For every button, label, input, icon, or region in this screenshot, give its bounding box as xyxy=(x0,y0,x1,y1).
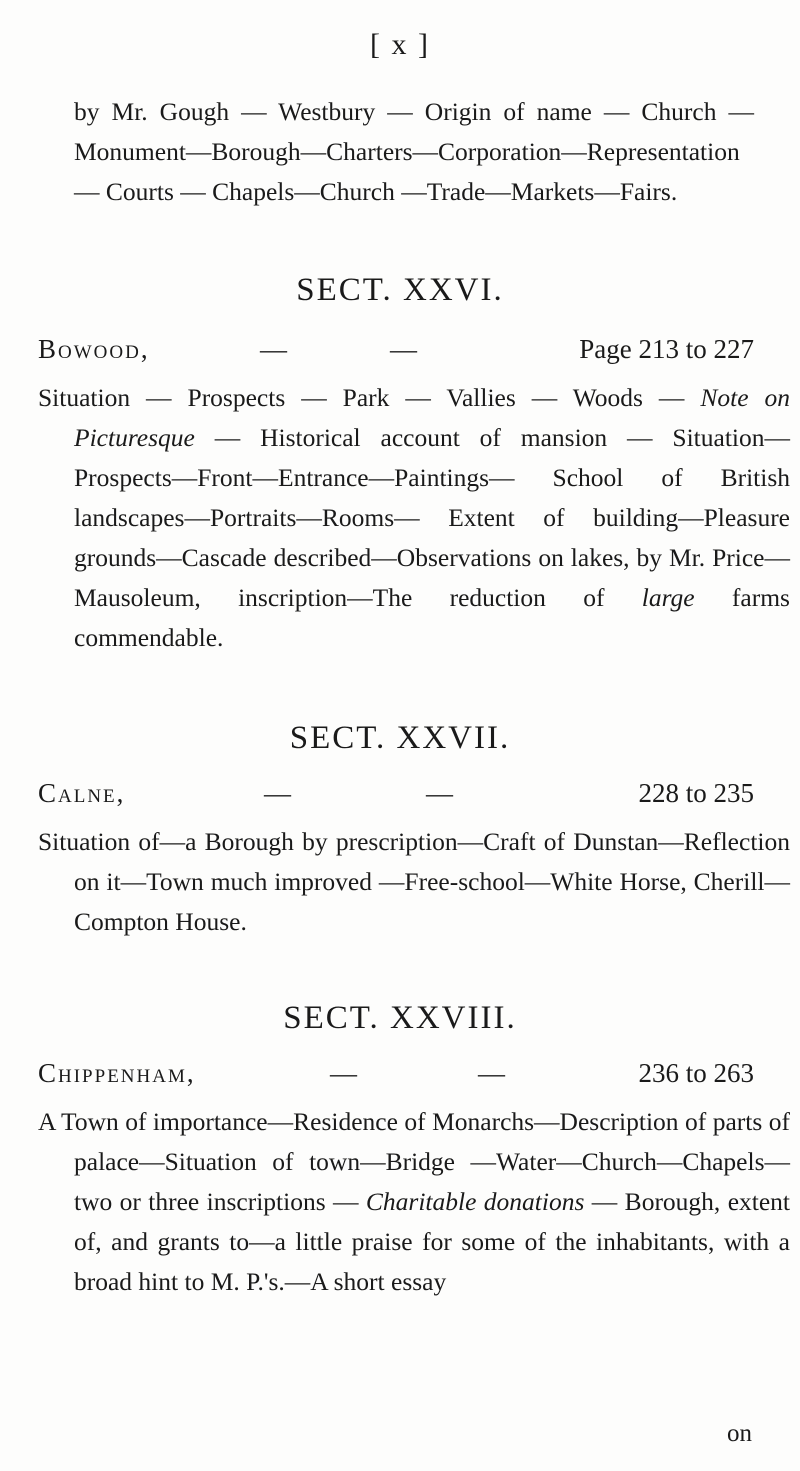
section-summary-xxviii xyxy=(38,1102,790,1302)
leader-dash: — xyxy=(330,1058,357,1088)
summary-text: A Town of importance—Residence of Monarchs—Description of parts of palace—Situation of town—Bridge —Water—Church—Chapels—two or three inscriptions — xyxy=(38,1107,790,1216)
summary-text: farms commendable. xyxy=(74,583,790,652)
contents-entry-calne xyxy=(38,778,754,818)
leader-dash: — xyxy=(390,334,417,364)
leader-dash: — xyxy=(260,334,287,364)
page-range: 228 to 235 xyxy=(638,778,754,808)
leader-dash: — xyxy=(478,1058,505,1088)
intro-paragraph: by Mr. Gough — Westbury — Origin of name — Church — Monument—Borough—Charters—Corporation—Representation — Courts — Chapels—Church —Trade—Markets—Fairs. xyxy=(74,97,754,206)
summary-text: Situation — Prospects — Park — Vallies — Woods — xyxy=(38,383,701,412)
section-heading-xxvi: SECT. XXVI. xyxy=(296,272,504,308)
catchword: on xyxy=(727,1420,752,1447)
place-name: Calne, xyxy=(38,778,126,808)
summary-italic-note: Note on Picturesque xyxy=(74,383,790,452)
section-heading-xxviii: SECT. XXVIII. xyxy=(283,1000,517,1036)
leader-dash: — xyxy=(264,778,291,808)
place-name: Chippenham, xyxy=(38,1058,196,1088)
contents-entry-bowood xyxy=(38,334,754,374)
section-heading-xxvii: SECT. XXVII. xyxy=(289,720,511,756)
page-range: Page 213 to 227 xyxy=(579,334,754,364)
page-range: 236 to 263 xyxy=(638,1058,754,1088)
leader-dash: — xyxy=(426,778,453,808)
contents-entry-chippenham xyxy=(38,1058,754,1098)
summary-text: — Historical account of mansion — Situation—Prospects—Front—Entrance—Paintings— School of British landscapes—Portraits—Rooms— Extent of building—Pleasure grounds—Cascade described—Observations on lakes, by Mr. Price—Mausoleum, inscription—The reduction of xyxy=(74,423,790,612)
place-name: Bowood, xyxy=(38,334,150,364)
section-summary-xxvii: Situation of—a Borough by prescription—Craft of Dunstan—Reflection on it—Town much improved —Free-school—White Horse, Cherill—Compton House. xyxy=(38,827,790,936)
section-summary-xxvi xyxy=(38,378,790,658)
page-number: [ x ] xyxy=(370,28,430,61)
summary-italic-large: large xyxy=(641,583,695,612)
summary-italic-charitable: Charitable donations xyxy=(365,1187,585,1216)
summary-text: — Borough, extent of, and grants to—a little praise for some of the inhabitants, with a broad hint to M. P.'s.—A short essay xyxy=(74,1187,791,1296)
